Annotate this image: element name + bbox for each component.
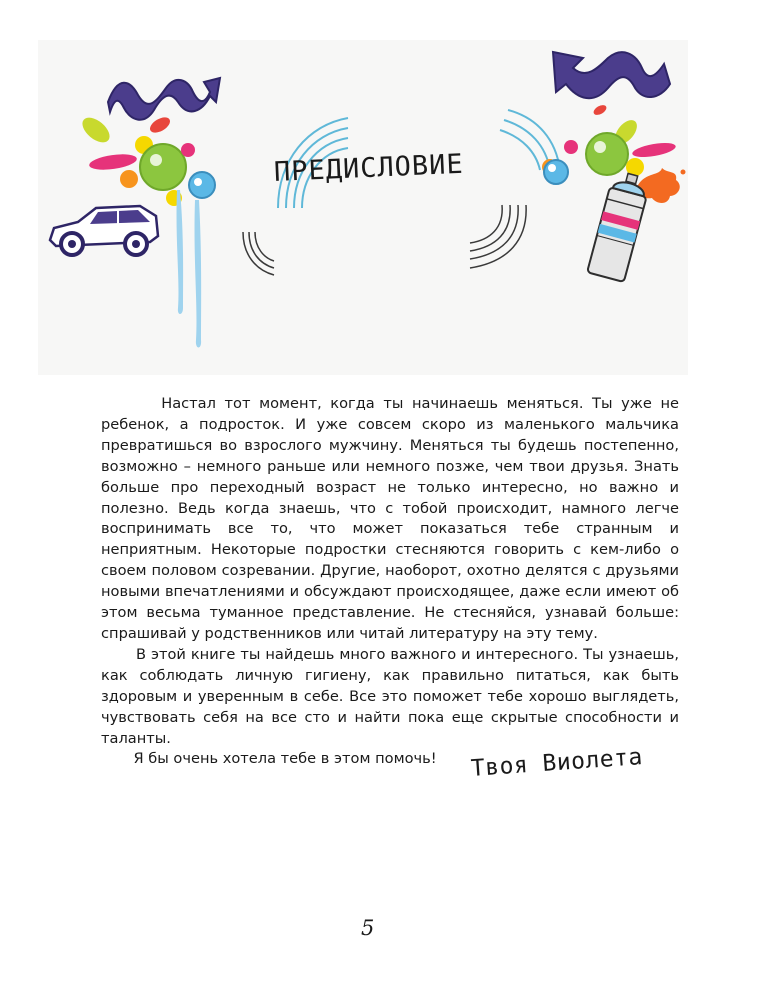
- drip-shape: [195, 200, 202, 348]
- leaf-shape: [78, 113, 114, 147]
- header-illustration: [38, 40, 688, 375]
- arc-lines-dark: [243, 232, 274, 275]
- dot: [181, 143, 195, 157]
- leaf-shape: [631, 140, 676, 159]
- dot: [189, 172, 215, 198]
- header-art: [38, 40, 688, 375]
- car-icon: [50, 206, 158, 255]
- paragraph: Настал тот момент, когда ты начинаешь меняться. Ты уже не ребенок, а подросток. И уже совсем скоро из маленького мальчика превратишься во взрослого мужчину. Меняться ты будешь постепенно, возможно – немного раньше или немного позже, чем твои друзья. Знать больше про переходный возраст не только интересно, но важно и полезно. Ведь когда знаешь, что с тобой происходит, намного легче воспринимать все то, что может показаться тебе странным и неприятным. Некоторые подростки стесняются говорить с кем-либо о своем половом созревании. Другие, наоборот, охотно делятся с друзьями новыми впечатлениями и обсуждают происходящее, даже если имеют об этом весьма туманное представление. Не стесняйся, узнавай больше: спрашивай у родственников или читай литературу на эту тему.: [101, 395, 679, 642]
- dot: [586, 133, 628, 175]
- leaf-shape: [147, 114, 172, 135]
- arc-lines-dark: [470, 205, 526, 268]
- page-number: 5: [361, 916, 375, 940]
- dot: [544, 160, 568, 184]
- body-text: [101, 394, 679, 770]
- paragraph: Я бы очень хотела тебе в этом помочь!: [101, 750, 437, 768]
- leaf-shape: [592, 103, 608, 117]
- drip-shape: [177, 190, 184, 314]
- signature: Твоя Виолета: [470, 744, 644, 782]
- zigzag-arrow-icon: [108, 78, 220, 120]
- paragraph: В этой книге ты найдешь много важного и интересного. Ты узнаешь, как соблюдать личную гигиену, как правильно питаться, как быть здоровым и уверенным в себе. Все это поможет тебе хорошо выглядеть, чувствовать себя на все сто и найти пока еще скрытые способности и таланты.: [101, 645, 679, 747]
- dot: [564, 140, 578, 154]
- zigzag-arrow-icon: [553, 52, 670, 98]
- leaf-shape: [88, 152, 137, 173]
- dot: [140, 144, 186, 190]
- page-title: ПРЕДИСЛОВИЕ: [273, 148, 465, 188]
- dot: [120, 170, 138, 188]
